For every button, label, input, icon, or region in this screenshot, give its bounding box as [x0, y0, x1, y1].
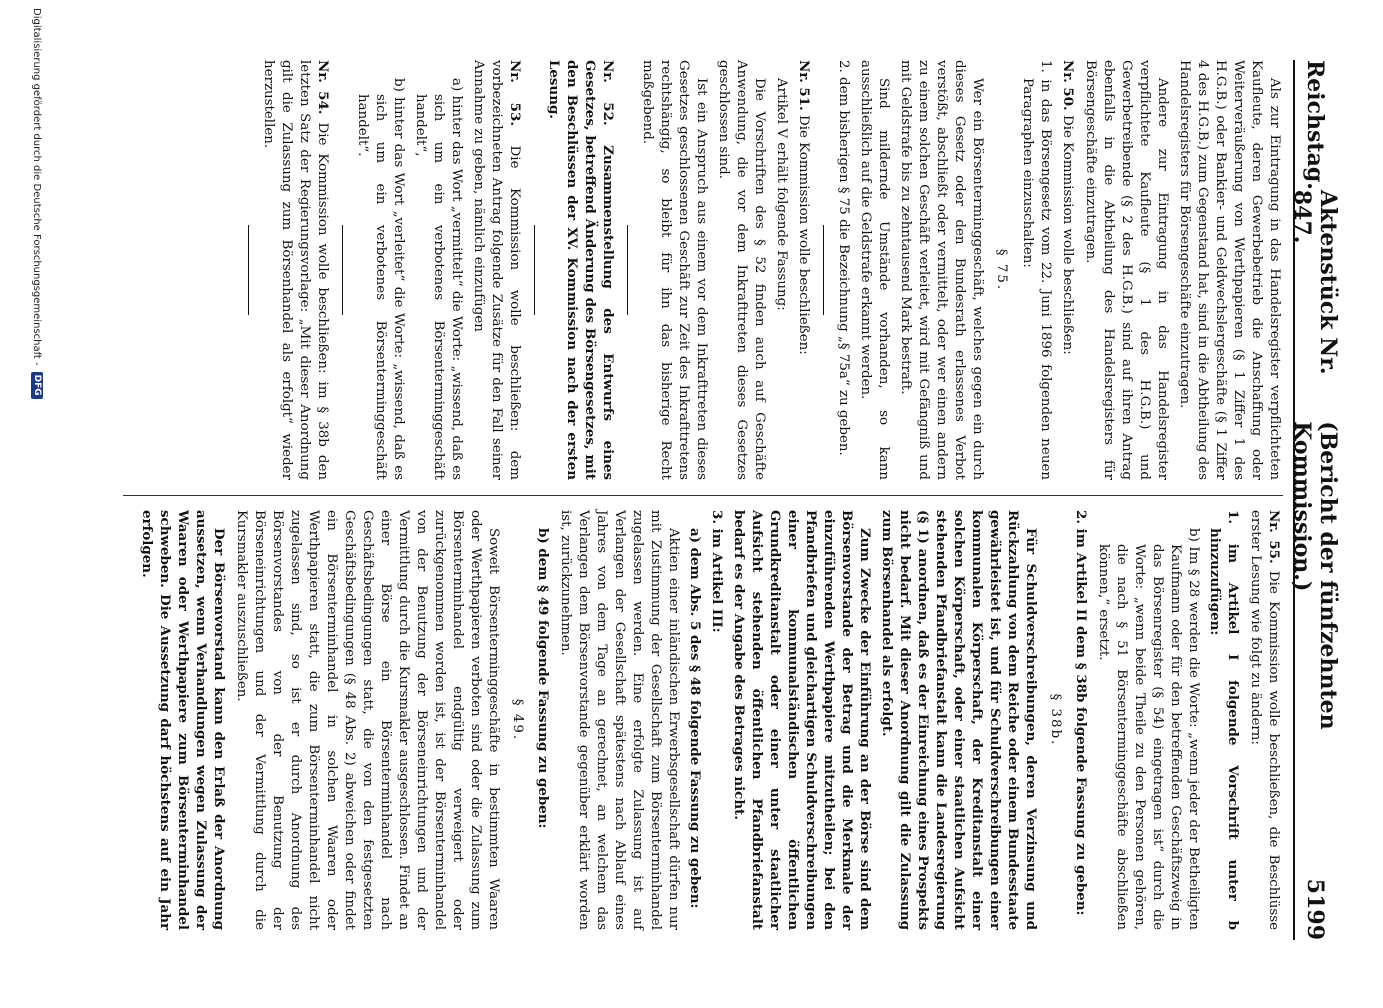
page-number: 5199 [1302, 878, 1328, 940]
motion-text: Die Kommission wolle beschließen: dem vorbezeichneten Antrag folgende Zusätze für den Fall seiner Annahme zu geben, nämlich einzufügen [471, 60, 522, 480]
paragraph: Wer ein Börsenterminggeschäft, welches gegen ein durch dieses Gesetz oder den Bundesrath erlassenes Verbot verstößt, abschließt oder vermittelt, oder wer einen andern zu einem solchen Geschäft verleitet, wird mit Gefängniß und mit Geldstrafe bis zu zehntausend Mark bestraft. [898, 60, 985, 480]
paragraph: Artikel V erhält folgende Fassung: [774, 78, 789, 311]
motion-text: Die Kommission wolle beschließen: [796, 114, 811, 355]
header-center: Aktenstück Nr. 847. [1289, 189, 1341, 375]
motion-nr55 [1246, 510, 1283, 930]
section-heading: § 75. [994, 248, 1009, 292]
divider [627, 225, 628, 315]
paragraph: Zum Zwecke der Einführung an der Börse sind dem Börsenvorstande der Betrag und die Merkmale der einzuführenden Werthpapiere mitzutheilen; bei den Pfandbriefen und gleichartigen Schuldverschreibungen einer kommunalständischen öffentlichen Grundkreditanstalt oder einer unter staatlicher Aufsicht stehenden öffentlichen Pfandbriefanstalt bedarf es der Angabe des Betrages nicht. [731, 510, 873, 930]
section-heading: § 49. [510, 698, 525, 742]
motion-text: Die Kommission wolle beschließen: [1060, 114, 1075, 355]
motion-nr53 [469, 60, 524, 480]
list-item: b) Im § 28 werden die Worte: „wenn jeder der Betheiligten Kaufmann oder für den betreffenden Geschäftszweig in das Börsenregister (§ 54) eingetragen ist“ durch die Worte: „wenn beide Theile zu den Personen gehören, die nach § 51 Börsenterminggeschäfte abschließen können,“ ersetzt. [1096, 528, 1201, 930]
paragraph: Für Schuldverschreibungen, deren Verzinsung und Rückzahlung von dem Reiche oder einem Bundesstaate gewährleistet ist, und für Schuldverschreibungen einer kommunalen Körperschaft, der Kreditanstalt einer solchen Körperschaft, oder einer staatlichen Aufsicht stehenden Pfandbriefanstalt kann die Landesregierung (§ 1) anordnen, daß es der Einreichung eines Prospekts nicht bedarf. Mit dieser Anordnung gilt die Zulassung zum Börsenhandel als erfolgt. [879, 510, 1039, 930]
divider [342, 225, 343, 315]
motion-number: Nr. 54. [315, 60, 331, 115]
motion-number: Nr. 50. [1060, 60, 1076, 111]
divider [248, 225, 249, 315]
section-heading: § 38b. [1048, 693, 1063, 747]
motion-number: Nr. 55. [1266, 510, 1282, 564]
motion-nr50 [1058, 60, 1077, 480]
dfg-logo-icon: DFG [31, 372, 43, 399]
paragraph: Andere zur Eintragung in das Handelsregister verpflichtete Kaufleute (§ 1 des H.G.B.) und Gewerbetreibende (§ 2 des H.G.B.) sind auf ihren Antrag ebenfalls in die Abtheilung des Handelsregisters für Börsengeschäfte einzutragen. [1083, 60, 1170, 480]
paragraph: Die Vorschriften des § 52 finden auch auf Geschäfte Anwendung, die vor dem Inkrafttreten dieses Gesetzes geschlossen sind. [716, 60, 767, 480]
list-item: a) hinter das Wort „vermittelt“ die Worte: „wissend, daß es sich um ein verbotenes Börsenterminggeschäft handelt“, [413, 78, 464, 480]
paragraph: Sind mildernde Umstände vorhanden, so kann ausschließlich auf die Geldstrafe erkannt werden. [858, 60, 891, 480]
paragraph: Ist ein Anspruch aus einem vor dem Inkrafttreten dieses Gesetzes geschlossenen Geschäft zur Zeit des Inkrafttretens rechtshängig, so bleibt für ihn das bisherige Recht maßgebend. [640, 60, 709, 480]
list-item: b) dem § 49 folgende Fassung zu geben: [535, 528, 551, 829]
divider [823, 225, 824, 315]
list-item: 3. im Artikel III: [709, 510, 725, 633]
divider [534, 225, 535, 315]
list-item: 1. in das Börsengesetz vom 22. Juni 1896 folgenden neuen Paragraphen einzuschalten: [1020, 60, 1053, 480]
motion-nr54 [259, 60, 332, 480]
list-item: 2. dem bisherigen § 75 die Bezeichnung „§ 75a“ zu geben. [836, 60, 851, 456]
motion-text: Die Kommission wolle beschließen, die Beschlüsse erster Lesung wie folgt zu ändern: [1248, 510, 1281, 931]
list-item: b) hinter das Wort „verleitet“ die Worte: „wissend, daß es sich um ein verbotenes Börsenterminggeschäft handelt“. [355, 78, 406, 480]
motion-text: Zusammenstellung des Entwurfs eines Gesetzes, betreffend Änderung des Börsengesetzes, mit den Beschlüssen der XV. Kommission nach der ersten Lesung. [546, 60, 616, 481]
motion-nr51 [794, 60, 813, 480]
list-item: 1. im Artikel I folgende Vorschrift unter b hinzuzufügen: [1207, 510, 1241, 930]
list-item: 2. im Artikel II dem § 38b folgende Fassung zu geben: [1073, 510, 1089, 916]
motion-number: Nr. 53. [507, 60, 523, 126]
list-item: a) dem Abs. 5 des § 48 folgende Fassung zu geben: [687, 528, 703, 909]
credit-text: Digitalisierung gefördert durch die Deutsche Forschungsgemeinschaft - [31, 8, 43, 366]
motion-nr52 [545, 60, 617, 480]
paragraph: Als zur Eintragung in das Handelsregister verpflichteten Kaufleute, deren Gewerbebetrieb die Anschaffung oder Weiterveräußerung von Werthpapieren (§ 1 Ziffer 1 des H.G.B.) oder Bankier- und Geldwechslergeschäfte (§ 1 Ziffer 4 des H.G.B.) zum Gegenstand hat, sind in die Abtheilung des Handelsregisters für Börsengeschäfte einzutragen. [1177, 60, 1282, 480]
digitization-credit [31, 0, 43, 1008]
motion-text: Die Kommission wolle beschließen: im § 38b den letzten Satz der Regierungsvorlage: „Mit dieser Anordnung gilt die Zulassung zum Börsenhandel als erfolgt“ wieder herzustellen. [261, 60, 330, 480]
header-right-title: (Bericht der fünfzehnten Kommission.) [1289, 421, 1341, 730]
paragraph: Soweit Börsenterminggeschäfte in bestimmten Waaren oder Werthpapieren verboten sind oder die Zulassung zum Börsenterminhandel endgültig verweigert oder zurückgenommen worden ist, ist der Börsenterminhandel von der Benutzung der Börseneinrichtungen und der Vermittlung durch die Kursmakler ausgeschlossen. Findet an einer Börse ein Börsenterminhandel nach Geschäftsbedingungen statt, die von den festgesetzten Geschäftsbedingungen (§ 48 Abs. 2) abweichen oder findet ein Börsenterminhandel in solchen Waaren oder Werthpapieren statt, die zum Börsenterminhandel nicht zugelassen sind, so ist er durch Anordnung des Börsenvorstandes von der Benutzung der Börseneinrichtungen und der Vermittlung durch die Kursmakler auszuschließen. [234, 510, 501, 930]
left-column [238, 60, 1283, 480]
motion-number: Nr. 51. [796, 60, 812, 111]
right-column [134, 510, 1283, 930]
motion-number: Nr. 52. [600, 60, 616, 126]
paragraph: Aktien einer inländischen Erwerbsgesellschaft dürfen nur mit Zustimmung der Gesellschaft zum Börsenterminhandel zugelassen werden. Eine erfolgte Zulassung ist auf Verlangen der Gesellschaft spätestens nach Ablauf eines Jahres von dem Tage an gerechnet, an welchem das Verlangen dem Börsenvorstande gegenüber erklärt worden ist, zurückzunehmen. [558, 510, 681, 930]
paragraph: Der Börsenvorstand kann den Erlaß der Anordnung aussetzen, wenn Verhandlungen wegen Zulassung der Waaren oder Werthpapiere zum Börsenterminhandel schweben. Die Aussetzung darf höchstens auf ein Jahr erfolgen. [139, 510, 227, 930]
column-divider [123, 495, 1283, 496]
page-header [1289, 60, 1341, 940]
header-left: Reichstag. [1302, 60, 1328, 190]
